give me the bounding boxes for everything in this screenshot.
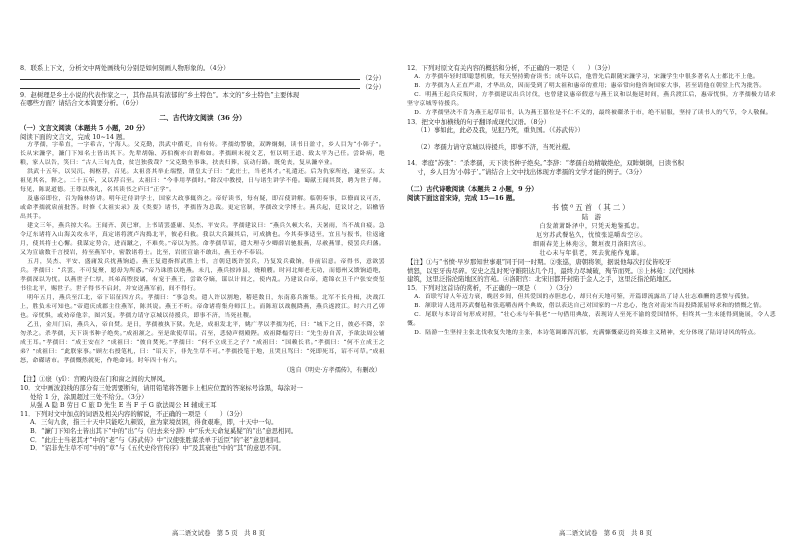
annotation-note: 【注】①扆（yǐ）：宫殿内设在门和窗之间的大屏风。 — [20, 375, 170, 384]
poem-note: 【注】①与“书愤·早岁那知世事艰”同于同一时期。②张巡，唐朝将领，据说他每次打仗皆咬牙 — [407, 258, 672, 267]
passage-paragraph: 及惠帝即位，召为翰林侍讲。明年迁侍讲学士，国家大政事辄咨之。帝好读书，每有疑，即召使讲解。临朝奏事，臣僚面议可否，或命孝孺就扆前批答。时修《太祖实录》及《类要》诸书，孝孺皆为总裁。更定官制，孝孺改文学博士。燕兵起，廷议讨之，诏檄皆出其手。 — [20, 196, 385, 221]
question-13-1: （1）事如此，此必及我，见犯乃死，重负国。（《苏武传》） — [417, 126, 585, 135]
poem-author: 陆 游 — [581, 213, 602, 222]
option-c[interactable]: C．“此庄士当老其才”中的“老”与《苏武传》中“汉使张胜谋杀单于近臣”的“老”意思相同。 — [30, 435, 285, 444]
subsection-title: （一）文言文阅读（本题共 5 小题，20 分） — [20, 123, 149, 132]
option-b[interactable]: B．颔联诗人选用苏武餐毡和张巡嚼齿两个典故，借以表达自己对国家的一片忠心，饱含对南宋当局投降派屈辱求和的愤慨之情。 — [414, 302, 766, 309]
poem-note: 建筑，这里泛指沦陷地区的宫苑。④洛阳宫：北宋旧都开封陷于金人之手，这里泛指沦陷地区。 — [407, 275, 676, 284]
answer-line-8-2[interactable] — [20, 82, 385, 91]
question-12: 12．下列对原文有关内容的概括和分析，不正确的一项是（ ）（3分） — [407, 64, 615, 72]
question-13-2: （2）孝孺力请守京城以待援兵，即事不济，当死社稷。 — [417, 142, 575, 151]
question-11: 11．下列对文中加点的词语及相关内容的解说，不正确的一项是（ ）（3分） — [20, 409, 247, 418]
option-c[interactable]: C．尾联与本诗首句形成对照，“壮心未与年俱老”一句借用典故，表现诗人至死不渝的爱国情怀，但终其一生未能得到施展，令人悲慨。 — [407, 311, 776, 327]
option-b[interactable]: B．方孝孺为人正直严肃，才华出众，因而受到了明太祖和惠帝的重用；惠帝常向他咨询国家大事，甚至请他在朝堂上代为批答。 — [414, 82, 766, 89]
option-d[interactable]: D．“诏非先生草不可”中的“草”与《五代史伶官传序》中“及其衰也”中的“其”的意思不同。 — [30, 444, 285, 453]
page-footer: 高二语文试卷 第 6 页 共 8 页 — [559, 529, 652, 537]
poem-line: 壮心未与年俱老，死去犹能作鬼雄。 — [539, 250, 644, 258]
poem-line: 白发萧萧卧泽中，只凭天地鉴孤忠。 — [539, 223, 644, 231]
question-10-options[interactable]: 从强 A 隐 B 劳日 C 旅 D 先生 E 当 F 子 G 欲法周公 H 辅成王耳 — [30, 401, 217, 410]
option-b[interactable]: B．“濂门下知名士皆出其下”中的“出”与《归去来兮辞》中“乐夫天命复奚疑”的“出”意思相同。 — [30, 426, 298, 435]
question-8: 8．联系上下文，分析文中两处画线句分别是如何刻画人物形象的。（4分） — [20, 64, 230, 72]
option-d[interactable]: D．陆游一生坚持主张北伐收复失地的主张，本诗笔调雄浑沉郁，充满慷慨豪迈的英雄主义精神，充分体现了陆诗诗风的特点。 — [414, 329, 760, 336]
option-d[interactable]: D．方孝孺坚决不肯为燕王起草诏书，认为燕王篡位是不仁不义的，最终被磔杀于市，绝不屈服，坚持了读书人的气节，令人敬佩。 — [414, 109, 772, 116]
score-label: （2分） — [361, 82, 385, 91]
question-14-line-1: 14．孝庭“苏张”：“杀孝孺，天下读书种子绝矣。”李辞：“孝孺自幼精敏绝伦，双眸炯炯，日读书积 — [407, 159, 684, 168]
passage-paragraph: 建文三年，燕兵掠大名。王闻齐、黄已窜，上书请罢盛庸、吴杰、平安兵。孝孺建议曰：“燕兵久顿大名，天暑雨，当不战自疲。急令辽东诸将入山海关攻永平，真定诸将渡卢沟捣北平，彼必归救。我以大兵蹑其后，可成擒也。今其奏事适至，宜且与报书，往返逾月，使其将士心懈。我谋定势合，进而蹴之，不难矣。”帝以为然。命孝孺草诏，遣大理寺少卿薛岩驰报燕，尽赦燕罪，使罢兵归藩。又为宣谕数千言授岩，持至燕军中，密散诸将士。比至，岩匿宣谕不敢出，燕王亦不奉诏。 — [20, 223, 385, 257]
passage-paragraph: 五月，吴杰、平安、盛庸发兵扰燕饷道。燕王复遣指挥武胜上书，言朝廷既许罢兵，乃复发兵截饷，非前诏意。帝得书，意欲罢兵。孝孺曰：“兵罢，不可复聚，愿毋为所惑。”帝乃诛胜以绝燕。未几，燕兵掠沛县，烧粮艘。时河北师老无功，而德州又馈饷道绝，孝孺深以为忧。以燕世子仁厚，其弟高煦狡谲，有宠于燕王，尝欲夺嫡，谋以计间之，使内乱。乃建议白帝，遣锦衣卫千户张安赍玺书往北平，赐世子。世子得书不启封，并安送燕军前，间不得行。 — [20, 259, 385, 293]
poem-instruction: 阅读下面这首宋诗，完成 15—16 题。 — [407, 193, 519, 202]
poem-note: 愤怒，以至牙齿尽碎。安史之乱时死守睢阳达几个月，最终力尽城破，殉节而死。③上林苑：汉代园林 — [407, 266, 695, 275]
poem-title: 书愤⁰五首（其二） — [551, 203, 632, 213]
question-15: 15．下列对这首诗的赏析，不正确的一项是（ ）（3分） — [407, 283, 576, 292]
right-page — [397, 0, 794, 550]
poem-line: 细雨春芜上林苑③，颓垣夜月洛阳宫④。 — [532, 241, 650, 249]
passage-paragraph: 明年五月，燕兵至江北，帝下诏征四方兵。孝孺曰：“事急矣。遣人许以割地，稽延数日，东南募兵渐集。北军不长舟楫，决战江上，胜负未可知也。”帝遣庆成郡主往燕军，陈其说。燕王不听。帝命诸将集舟师江上。而陈瑄以战舰降燕，燕兵遂渡江。时六月乙卯也。帝忧惧，或劝帝他幸，图兴复。孝孺力请守京城以待援兵，即事不济，当死社稷。 — [20, 295, 385, 320]
option-a[interactable]: A．首联写诗人年迈力衰，晚居乡间，但其爱国的赤胆忠心，却只有天地可鉴，开篇即流露出了诗人壮志难酬的悲愤与孤独。 — [414, 293, 753, 300]
question-9-line-2: 在哪些方面？请结合文本简要分析。（6分） — [20, 99, 143, 108]
option-c[interactable]: C．明燕王起兵反叛时，方孝孺建议出兵讨伐，也曾建议惠帝假意与燕王议和以拖延时间，燕兵渡江后，惠帝忧惧，方孝孺极力请求坚守京城等待援兵。 — [407, 91, 776, 107]
passage-paragraph: 乙丑，金川门启，燕兵入，帝自焚。是日，孝孺被执下狱。先是，成祖发北平，姚广孝以孝孺为托，曰：“城下之日，彼必不降，幸勿杀之。杀孝孺，天下读书种子绝矣。”成祖颔之。至是欲使草诏。召至，悲恸声彻殿陛。成祖降榻劳曰：“先生毋自苦，予欲法周公辅成王耳。”孝孺曰：“成王安在？”成祖曰：“彼自焚死。”孝孺曰：“何不立成王之子？”成祖曰：“国赖长君。”孝孺曰：“何不立成王之弟？”成祖曰：“此朕家事。”顾左右授笔札，曰：“诏天下，非先生草不可。”孝孺投笔于地，且哭且骂曰：“死即死耳，诏不可草。”成祖怒，命磔诸市。孝孺慨然就死，作绝命词。时年四十有六。 — [20, 322, 385, 365]
option-a[interactable]: A．三旬九食，指三十天中只能吃九顿饭，意为家境贫困，得食艰难，即，十天中一旬。 — [30, 418, 278, 427]
passage-paragraph: 洪武十五年，以吴沉、揭枢荐，召见。太祖喜其举止端整，谓皇太子曰：“此庄士，当老其才。”礼遣还。后为仇家所连，逮至京。太祖见其名，释之。二十五年，又以荐召至。太祖曰：“今非用孝孺时。”除汉中教授，日与诸生讲学不倦。蜀献王闻其贤，聘为世子师。每见，陈说道德。王尊以殊礼，名其读书之庐曰“正学”。 — [20, 169, 385, 194]
option-a[interactable]: A．方孝孺年轻时即聪慧机敏，每天坚持勤奋读书；成年以后，他曾先后跟随宋濂学习，宋濂学生中很多著名人士都比不上他。 — [414, 73, 760, 80]
passage-source: （选自《明史·方孝孺传》，有删改） — [283, 367, 381, 375]
answer-line-8-1[interactable] — [20, 73, 385, 82]
question-10-line-1: 10．文中画波浪线的部分有三处需要断句，请用铅笔将答题卡上相应位置的答案标号涂黑，每涂对一 — [20, 383, 303, 392]
poem-section-title: （二）古代诗歌阅读（本题共 2 小题，9 分） — [407, 184, 538, 193]
section-title: 二、古代诗文阅读（36 分） — [159, 113, 246, 122]
page-footer: 高二语文试卷 第 5 页 共 8 页 — [172, 529, 265, 537]
poem-line: 厄穷苏武餐毡久，忧愤张巡嚼齿空②。 — [536, 232, 647, 240]
instruction: 阅读下面的文言文，完成 10~14 题。 — [20, 132, 129, 141]
question-14-line-2: 寸，乡人目为‘小韩子’。”请结合上文中找出体现方孝孺的文学才能的例子。（3分） — [417, 167, 646, 176]
question-9-line-1: 9．赵树理是乡土小说的代表作家之一，其作品具有浓郁的“乡土特色”。本文的“乡土特色”主要体现 — [20, 90, 300, 99]
question-10-line-2: 处给 1 分，涂黑超过三处不给分。（3分） — [30, 392, 148, 401]
passage-paragraph: 方孝孺，字希直，一字希古，宁海人。父克勤，洪武中循吏，自有传。孝孺幼警敏，双眸炯炯，读书日盈寸，乡人目为“小韩子”。长从宋濂学，濂门下知名士皆出其下。先辈胡翰、苏伯衡亦自谓弗如。孝孺顾末视文艺，恒以明王道、致太平为己任。尝卧病，绝粮，家人以告，笑曰：“古人三旬九食，贫岂独我哉？”父克勤坐事诛，扶丧归葬，哀动行路。既免丧，复从濂卒业。 — [20, 142, 385, 167]
question-13: 13．把文中加横线的句子翻译成现代汉语。（8分） — [407, 117, 551, 126]
score-label: （2分） — [361, 73, 385, 82]
